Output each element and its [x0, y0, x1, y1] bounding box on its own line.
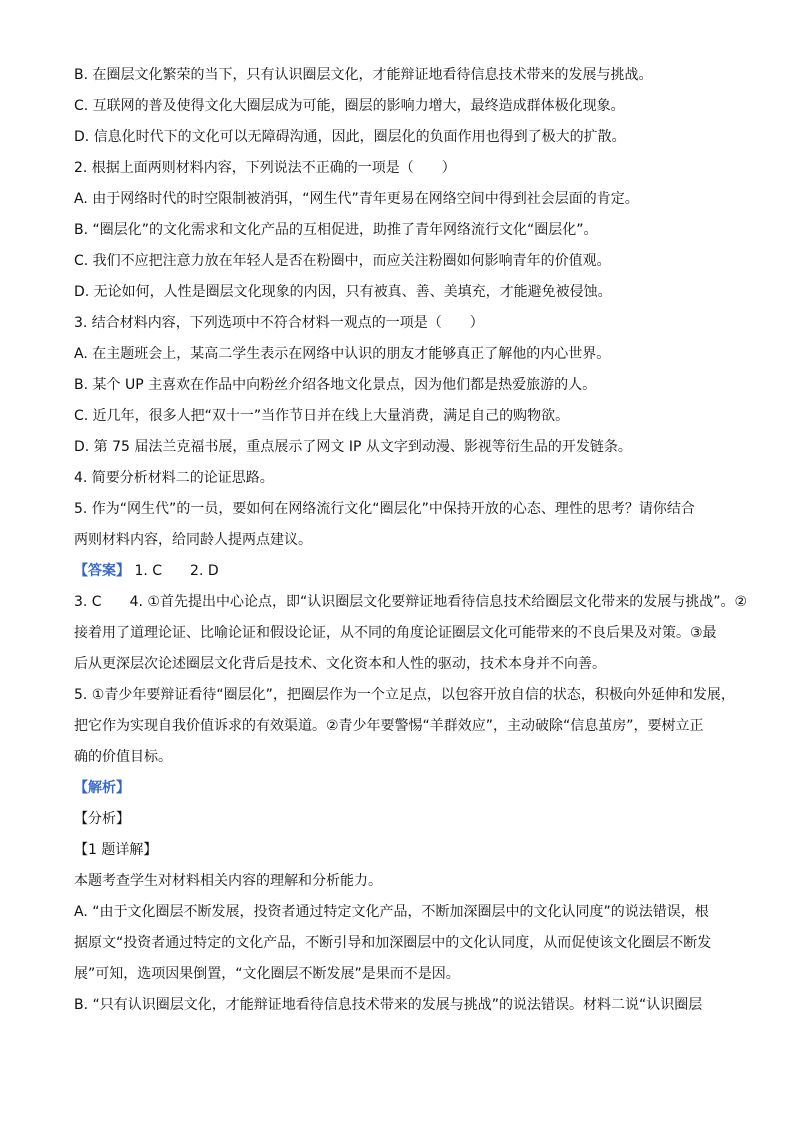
- document-page: [74, 60, 747, 1021]
- answer-line: [74, 556, 726, 587]
- explanation-line: B. “只有认识圈层文化，才能辩证地看待信息技术带来的发展与挑战”的说法错误。材料二说“认识圈层: [74, 997, 703, 1013]
- question-2-stem: 2. 根据上面两则材料内容，下列说法不正确的一项是（ ）: [74, 160, 456, 176]
- text-line: B. 在圈层文化繁荣的当下，只有认识圈层文化，才能辩证地看待信息技术带来的发展与挑战。: [74, 67, 653, 83]
- answer-text-line: 把它作为实现自我价值诉求的有效渠道。②青少年要警惕“羊群效应”，主动破除“信息茧房”，要树立正: [74, 718, 704, 734]
- answer-text-line: 确的价值目标。: [74, 749, 172, 765]
- answer-tag: 【答案】: [74, 563, 130, 579]
- answer-text-line: 后从更深层次论述圈层文化背后是技术、文化资本和人性的驱动，技术本身并不向善。: [74, 656, 606, 672]
- explanation-line: 展”可知，选项因果倒置，“文化圈层不断发展”是果而不是因。: [74, 966, 460, 982]
- answer-text-line: 5. ①青少年要辩证看待“圈层化”，把圈层作为一个立足点，以包容开放自信的状态，积极向外延伸和发展，: [74, 687, 735, 703]
- option-d: D. 第 75 届法兰克福书展，重点展示了网文 IP 从文字到动漫、影视等衍生品的开发链条。: [74, 439, 632, 455]
- question-5-cont: 两则材料内容，给同龄人提两点建议。: [74, 532, 312, 548]
- text-line: D. 信息化时代下的文化可以无障碍沟通，因此，圈层化的负面作用也得到了极大的扩散。: [74, 129, 626, 145]
- option-a: A. 由于网络时代的时空限制被消弭，“网生代”青年更易在网络空间中得到社会层面的肯定。: [74, 191, 639, 207]
- option-b: B. 某个 UP 主喜欢在作品中向粉丝介绍各地文化景点，因为他们都是热爱旅游的人。: [74, 377, 597, 393]
- explanation-line: 本题考查学生对材料相关内容的理解和分析能力。: [74, 873, 382, 889]
- analysis-tag: 【解析】: [74, 780, 130, 796]
- section-analysis: 【分析】: [74, 811, 130, 827]
- text-line: C. 互联网的普及使得文化大圈层成为可能，圈层的影响力增大，最终造成群体极化现象。: [74, 98, 625, 114]
- question-5: 5. 作为“网生代”的一员，要如何在网络流行文化“圈层化”中保持开放的心态、理性的思考？请你结合: [74, 501, 695, 517]
- option-d: D. 无论如何，人性是圈层文化现象的内因，只有被真、善、美填充，才能避免被侵蚀。: [74, 284, 612, 300]
- option-a: A. 在主题班会上，某高二学生表示在网络中认识的朋友才能够真正了解他的内心世界。: [74, 346, 611, 362]
- section-q1: 【1 题详解】: [74, 842, 158, 858]
- question-4: 4. 简要分析材料二的论证思路。: [74, 470, 274, 486]
- question-3-stem: 3. 结合材料内容，下列选项中不符合材料一观点的一项是（ ）: [74, 315, 484, 331]
- answer-text-line: 3. C 4. ①首先提出中心论点，即“认识圈层文化要辩证地看待信息技术给圈层文化带来的发展与挑战”。②: [74, 594, 747, 610]
- answer-text-line: 接着用了道理论证、比喻论证和假设论证，从不同的角度论证圈层文化可能带来的不良后果及对策。③最: [74, 625, 717, 641]
- analysis-line: [74, 773, 726, 804]
- explanation-line: A. “由于文化圈层不断发展，投资者通过特定文化产品，不断加深圈层中的文化认同度”的说法错误，根: [74, 904, 709, 920]
- option-c: C. 近几年，很多人把“双十一”当作节日并在线上大量消费，满足自己的购物欲。: [74, 408, 570, 424]
- option-b: B. “圈层化”的文化需求和文化产品的互相促进，助推了青年网络流行文化“圈层化”。: [74, 222, 598, 238]
- option-c: C. 我们不应把注意力放在年轻人是否在粉圈中，而应关注粉圈如何影响青年的价值观。: [74, 253, 611, 269]
- explanation-line: 据原文“投资者通过特定的文化产品，不断引导和加深圈层中的文化认同度，从而促使该文化圈层不断发: [74, 935, 712, 951]
- answer-text: 1. C 2. D: [134, 563, 219, 579]
